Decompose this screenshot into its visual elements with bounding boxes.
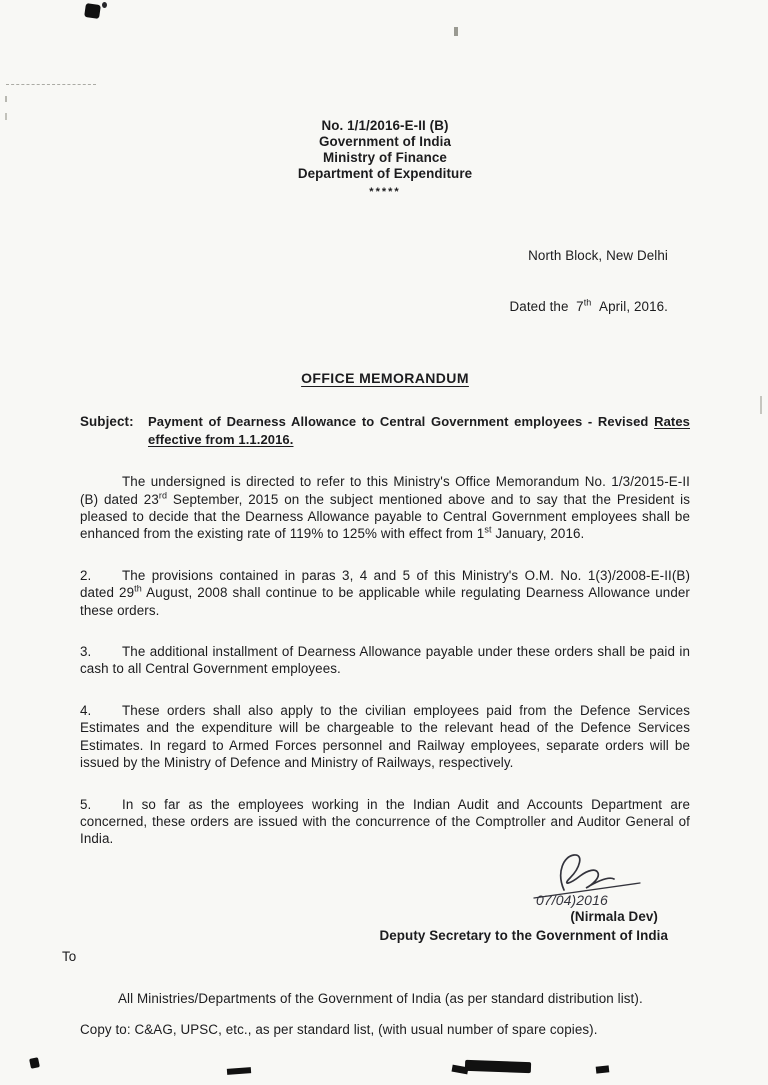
scan-artifact-left-margin-mark-2 [5, 113, 7, 120]
document-title-row [80, 370, 690, 387]
scan-artifact-top-center-mark [454, 27, 458, 36]
scan-artifact-bottom-2 [227, 1067, 251, 1075]
signatory-designation: Deputy Secretary to the Government of India [379, 927, 668, 943]
org-government: Government of India [318, 134, 452, 149]
signature-stroke [561, 855, 614, 890]
copy-to-line: Copy to: C&AG, UPSC, etc., as per standard list, (with usual number of spare copies). [80, 1021, 598, 1037]
scan-artifact-right-edge-mark [760, 396, 762, 414]
scan-artifact-bottom-5 [596, 1065, 610, 1073]
date-line: Dated the 7th April, 2016. [509, 297, 668, 314]
subject-label: Subject: [80, 414, 134, 430]
document-content [62, 118, 690, 1038]
paragraph-1: The undersigned is directed to refer to this Ministry's Office Memorandum No. 1/3/2015-E-II (B) dated 23rd September, 2015 on the subject mentioned above and to say that the President is pleased to decide that the Dearness Allowance payable to Central Government employees shall be enhanced from the existing rate of 119% to 125% with effect from 1st January, 2016. [80, 474, 690, 542]
org-department: Department of Expenditure [297, 166, 473, 181]
subject-text: Payment of Dearness Allowance to Central Government employees - Revised Rates effective from 1.1.2016. [148, 414, 690, 447]
paragraph-3: 3. The additional installment of Dearness Allowance payable under these orders shall be paid in cash to all Central Government employees. [80, 644, 690, 677]
paragraph-5: 5. In so far as the employees working in the Indian Audit and Accounts Department are concerned, these orders are issued with the concurrence of the Comptroller and Auditor General of India. [80, 796, 690, 847]
scan-artifact-dashed-line [6, 84, 96, 85]
document-title: OFFICE MEMORANDUM [301, 370, 469, 386]
subject-row [80, 413, 690, 448]
place-date-block [80, 213, 690, 349]
org-ministry: Ministry of Finance [323, 150, 447, 165]
scan-artifact-blob-top-left [84, 3, 101, 19]
scan-artifact-bottom-3 [465, 1060, 531, 1073]
signature-date-handwritten: 07/04)2016 [536, 891, 608, 908]
scan-artifact-left-margin-mark [5, 96, 7, 102]
reference-number: No. 1/1/2016-E-II (B) [321, 118, 449, 133]
to-label: To [62, 948, 77, 964]
scan-artifact-dot-top-left [102, 2, 107, 8]
paragraph-2: 2. The provisions contained in paras 3, 4 and 5 of this Ministry's O.M. No. 1(3)/2008-E-II(B) dated 29th August, 2008 shall continue to be applicable while regulating Dearness Allowance under these orders. [80, 567, 690, 618]
paragraph-4: 4. These orders shall also apply to the civilian employees paid from the Defence Services Estimates and the expenditure will be chargeable to the relevant head of the Defence Services Estimates. In regard to Armed Forces personnel and Railway employees, separate orders will be issued by the Ministry of Defence and Ministry of Railways, respectively. [80, 702, 690, 771]
distribution-line: All Ministries/Departments of the Government of India (as per standard distribution list). [118, 991, 643, 1007]
signature-handwritten [512, 850, 662, 908]
separator-stars: ***** [369, 186, 401, 198]
document-header [80, 118, 690, 200]
signatory-name: (Nirmala Dev) [570, 909, 658, 925]
scan-artifact-bottom-4 [452, 1065, 469, 1075]
signature-block [80, 850, 690, 944]
scan-artifact-bottom-1 [29, 1057, 40, 1069]
place-line: North Block, New Delhi [528, 248, 668, 263]
